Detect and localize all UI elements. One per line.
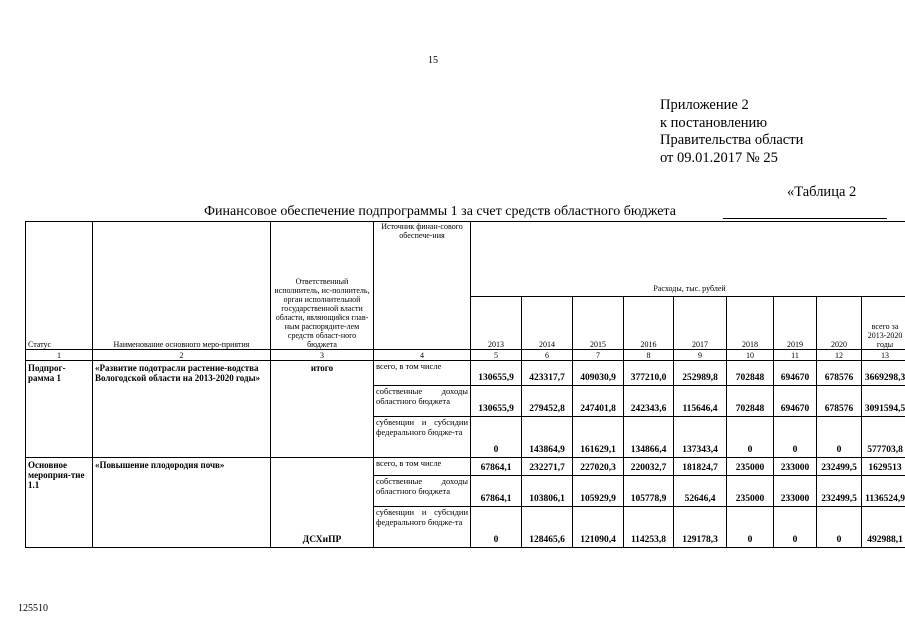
value-cell: 702848 bbox=[727, 361, 774, 386]
table-row bbox=[26, 458, 905, 476]
col-number: 11 bbox=[774, 350, 817, 361]
header-year: 2019 bbox=[774, 297, 817, 350]
col-number: 4 bbox=[374, 350, 471, 361]
column-number-row bbox=[26, 350, 905, 361]
value-cell: 279452,8 bbox=[522, 386, 573, 417]
header-year: 2020 bbox=[817, 297, 862, 350]
col-number: 8 bbox=[624, 350, 674, 361]
value-cell: 0 bbox=[727, 507, 774, 548]
value-cell: 220032,7 bbox=[624, 458, 674, 476]
appendix-block bbox=[660, 97, 803, 167]
col-number: 10 bbox=[727, 350, 774, 361]
value-cell: 103806,1 bbox=[522, 476, 573, 507]
value-cell: 130655,9 bbox=[471, 361, 522, 386]
value-cell: 105929,9 bbox=[573, 476, 624, 507]
value-cell: 105778,9 bbox=[624, 476, 674, 507]
value-cell: 702848 bbox=[727, 386, 774, 417]
value-cell: 143864,9 bbox=[522, 417, 573, 458]
value-cell: 492988,1 bbox=[862, 507, 905, 548]
value-cell: 114253,8 bbox=[624, 507, 674, 548]
value-cell: 0 bbox=[817, 507, 862, 548]
value-cell: 232271,7 bbox=[522, 458, 573, 476]
appendix-line: Правительства области bbox=[660, 132, 804, 148]
value-cell: 247401,8 bbox=[573, 386, 624, 417]
value-cell: 232499,5 bbox=[817, 476, 862, 507]
source-cell: собственные доходы областного бюджета bbox=[374, 386, 471, 417]
col-number: 9 bbox=[674, 350, 727, 361]
value-cell: 115646,4 bbox=[674, 386, 727, 417]
value-cell: 1136524,9 bbox=[862, 476, 905, 507]
col-number: 1 bbox=[26, 350, 93, 361]
header-year: 2017 bbox=[674, 297, 727, 350]
col-number: 12 bbox=[817, 350, 862, 361]
title-underline bbox=[723, 218, 887, 219]
status-cell: Основное мероприя-тие 1.1 bbox=[26, 458, 93, 548]
source-cell: субвенции и субсидии федерального бюдже-та bbox=[374, 417, 471, 458]
page-number: 15 bbox=[428, 55, 438, 66]
responsible-cell: ДСХиПР bbox=[271, 458, 374, 548]
header-status: Статус bbox=[26, 222, 93, 350]
value-cell: 3669298,3 bbox=[862, 361, 905, 386]
col-number: 13 bbox=[862, 350, 905, 361]
appendix-line: от 09.01.2017 № 25 bbox=[660, 149, 778, 166]
appendix-line: к постановлению bbox=[660, 114, 768, 131]
value-cell: 52646,4 bbox=[674, 476, 727, 507]
header-responsible: Ответственный исполнитель, ис-полнитель, орган исполнительной государственной власти области, являющийся глав-ным распорядите-лем средств област-ного бюджета bbox=[271, 222, 374, 350]
source-cell: всего, в том числе bbox=[374, 458, 471, 476]
header-year: 2013 bbox=[471, 297, 522, 350]
value-cell: 0 bbox=[774, 417, 817, 458]
table-reference: «Таблица 2 bbox=[787, 184, 857, 200]
appendix-line: Приложение 2 bbox=[660, 97, 749, 113]
value-cell: 134866,4 bbox=[624, 417, 674, 458]
value-cell: 0 bbox=[727, 417, 774, 458]
col-number: 2 bbox=[93, 350, 271, 361]
responsible-cell: итого bbox=[271, 361, 374, 458]
col-number: 5 bbox=[471, 350, 522, 361]
value-cell: 577703,8 bbox=[862, 417, 905, 458]
header-year: 2015 bbox=[573, 297, 624, 350]
value-cell: 1629513 bbox=[862, 458, 905, 476]
col-number: 3 bbox=[271, 350, 374, 361]
value-cell: 694670 bbox=[774, 361, 817, 386]
value-cell: 678576 bbox=[817, 361, 862, 386]
value-cell: 377210,0 bbox=[624, 361, 674, 386]
table-title: Финансовое обеспечение подпрограммы 1 за счет средств областного бюджета bbox=[204, 204, 676, 219]
value-cell: 0 bbox=[774, 507, 817, 548]
value-cell: 235000 bbox=[727, 476, 774, 507]
header-total: всего за 2013-2020 годы bbox=[862, 297, 905, 350]
value-cell: 694670 bbox=[774, 386, 817, 417]
header-year: 2018 bbox=[727, 297, 774, 350]
source-cell: собственные доходы областного бюджета bbox=[374, 476, 471, 507]
value-cell: 0 bbox=[471, 417, 522, 458]
col-number: 6 bbox=[522, 350, 573, 361]
value-cell: 233000 bbox=[774, 458, 817, 476]
value-cell: 121090,4 bbox=[573, 507, 624, 548]
header-year: 2014 bbox=[522, 297, 573, 350]
value-cell: 67864,1 bbox=[471, 476, 522, 507]
value-cell: 233000 bbox=[774, 476, 817, 507]
value-cell: 678576 bbox=[817, 386, 862, 417]
value-cell: 129178,3 bbox=[674, 507, 727, 548]
header-name: Наименование основного меро-приятия bbox=[93, 222, 271, 350]
value-cell: 423317,7 bbox=[522, 361, 573, 386]
value-cell: 409030,9 bbox=[573, 361, 624, 386]
measure-name: «Повышение плодородия почв» bbox=[93, 458, 271, 548]
value-cell: 181824,7 bbox=[674, 458, 727, 476]
value-cell: 3091594,5 bbox=[862, 386, 905, 417]
source-cell: всего, в том числе bbox=[374, 361, 471, 386]
value-cell: 130655,9 bbox=[471, 386, 522, 417]
value-cell: 227020,3 bbox=[573, 458, 624, 476]
header-expenses: Расходы, тыс. рублей bbox=[471, 222, 905, 297]
value-cell: 128465,6 bbox=[522, 507, 573, 548]
value-cell: 242343,6 bbox=[624, 386, 674, 417]
value-cell: 235000 bbox=[727, 458, 774, 476]
value-cell: 252989,8 bbox=[674, 361, 727, 386]
measure-name: «Развитие подотрасли растение-водства Вологодской области на 2013-2020 годы» bbox=[93, 361, 271, 458]
header-year: 2016 bbox=[624, 297, 674, 350]
value-cell: 232499,5 bbox=[817, 458, 862, 476]
header-source: Источник финан-сового обеспече-ния bbox=[374, 222, 471, 350]
value-cell: 137343,4 bbox=[674, 417, 727, 458]
status-cell: Подпрог-рамма 1 bbox=[26, 361, 93, 458]
source-cell: субвенции и субсидии федерального бюдже-та bbox=[374, 507, 471, 548]
value-cell: 67864,1 bbox=[471, 458, 522, 476]
value-cell: 0 bbox=[471, 507, 522, 548]
value-cell: 161629,1 bbox=[573, 417, 624, 458]
value-cell: 0 bbox=[817, 417, 862, 458]
finance-table bbox=[25, 221, 905, 548]
col-number: 7 bbox=[573, 350, 624, 361]
footer-code: 125510 bbox=[18, 603, 48, 614]
table-row bbox=[26, 361, 905, 386]
